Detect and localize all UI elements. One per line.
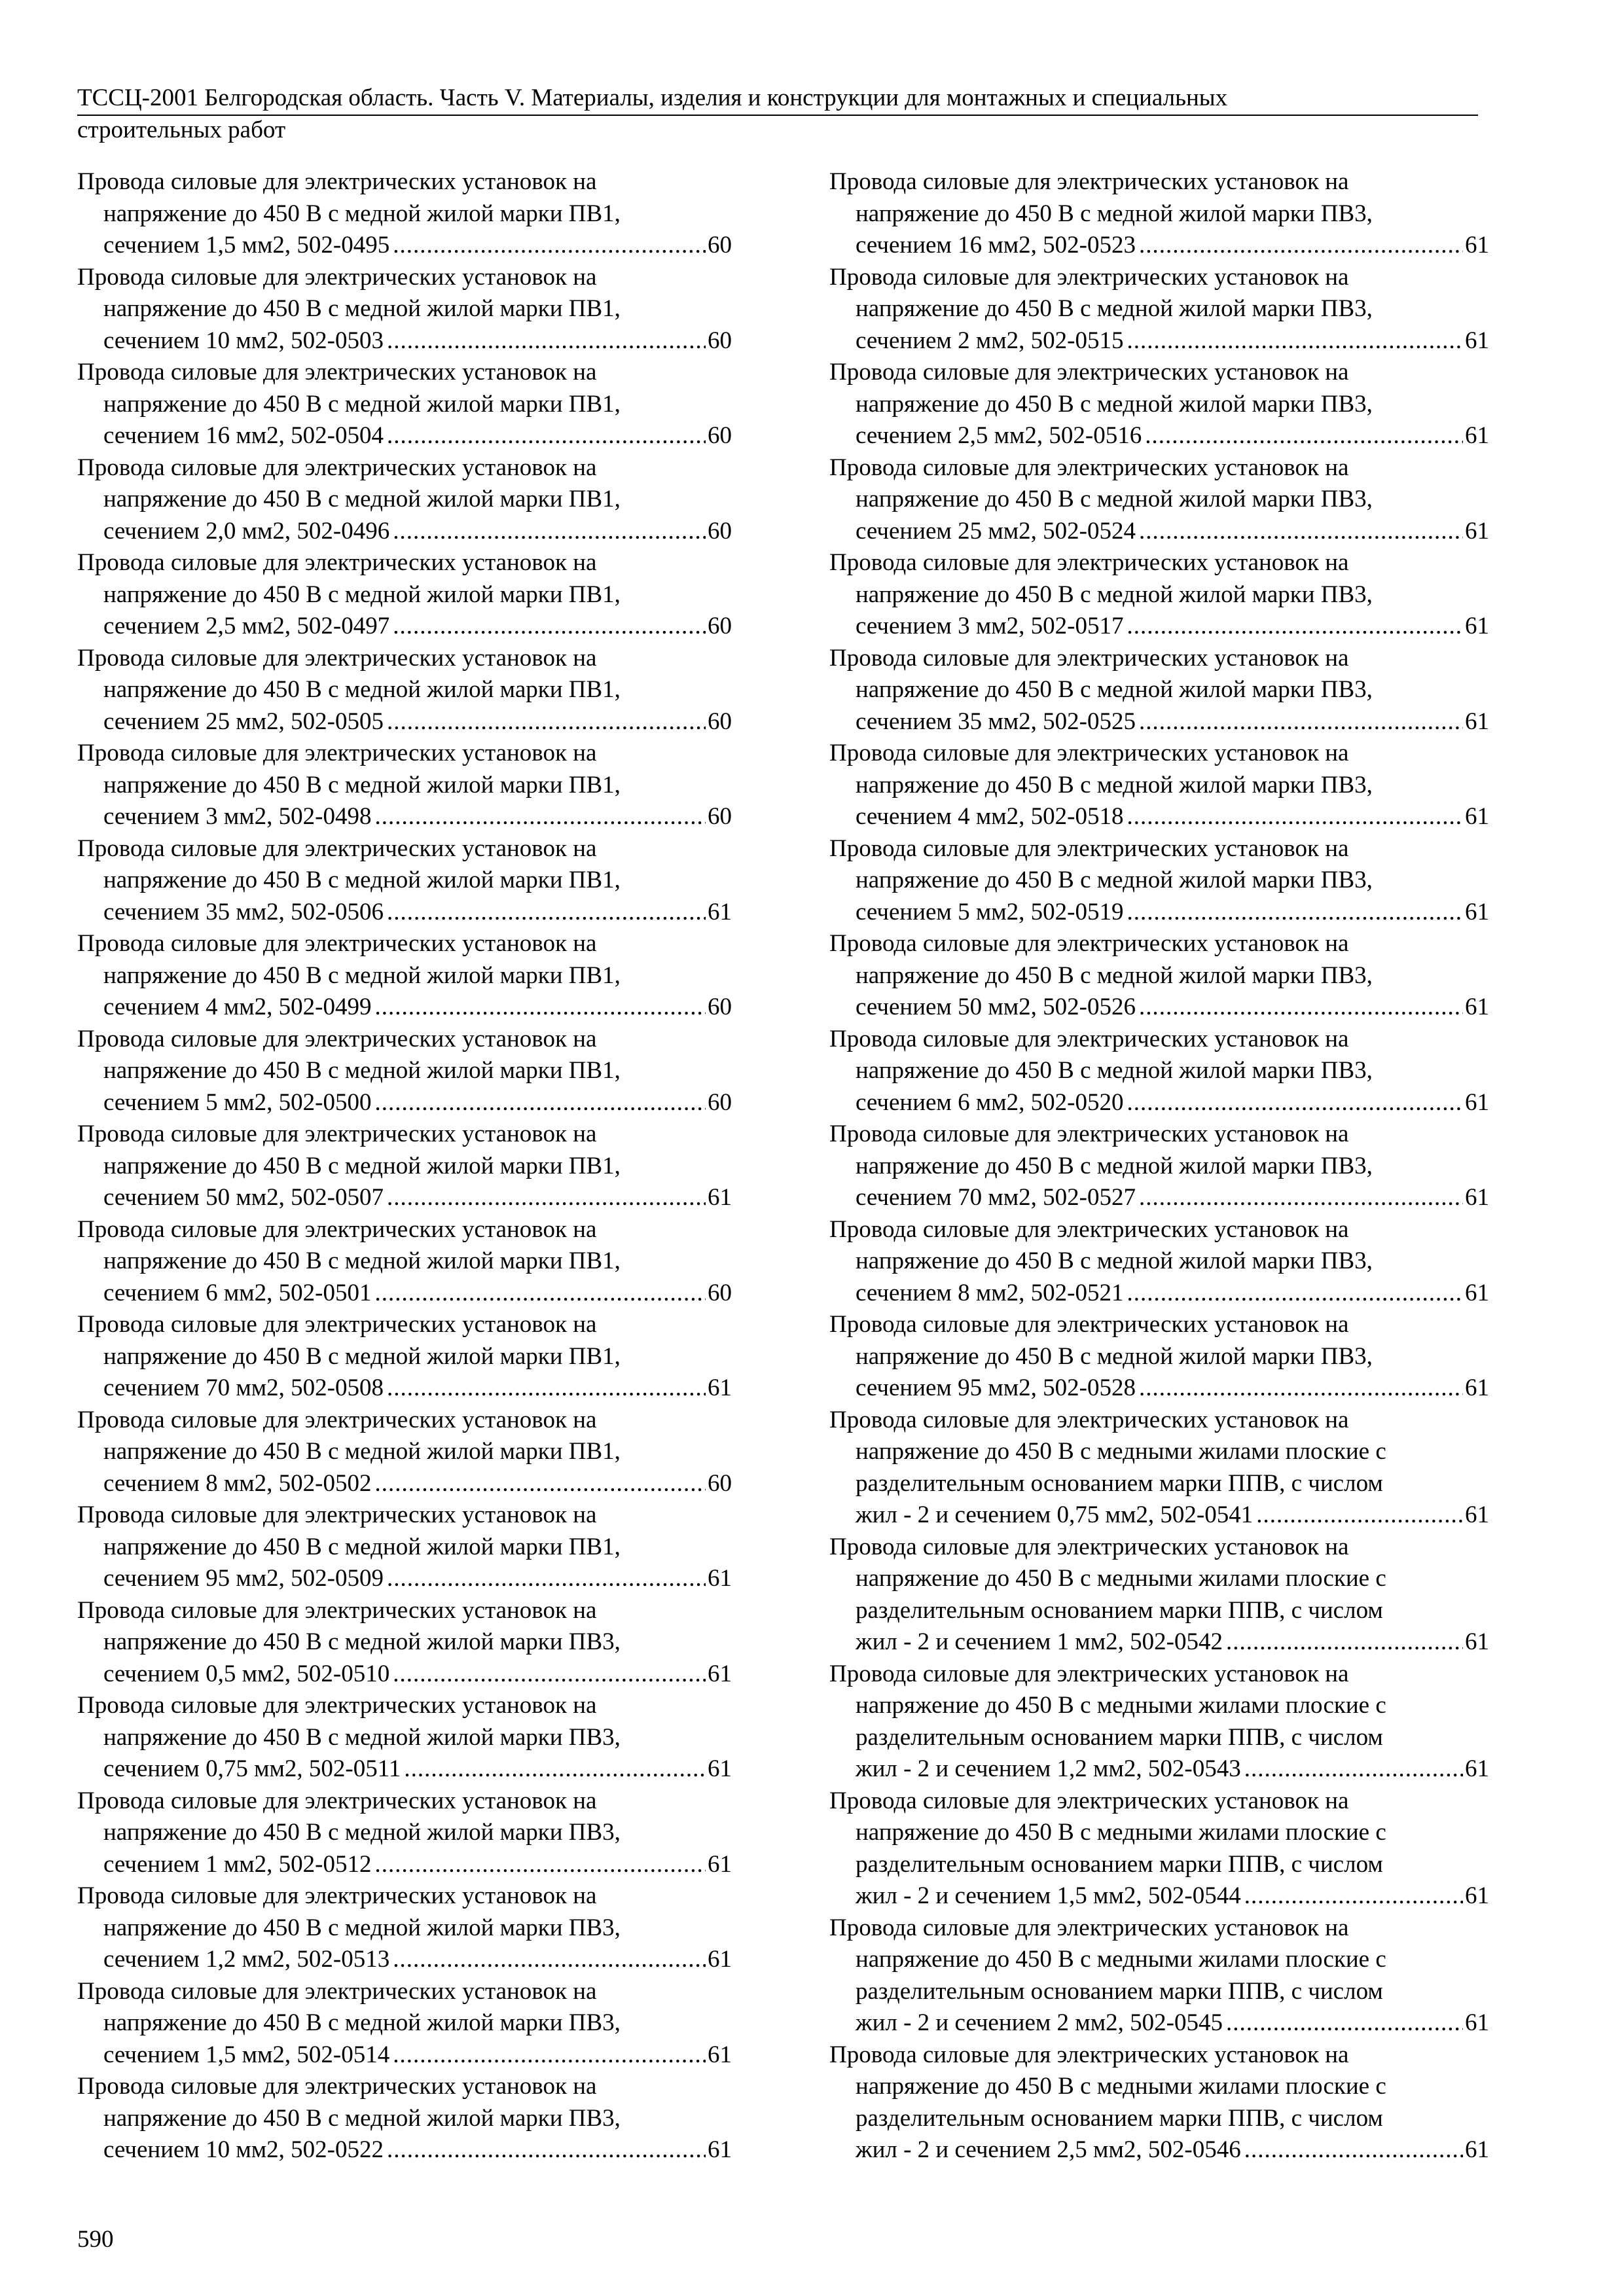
entry-page-number: 61 bbox=[708, 1850, 732, 1878]
entry-continuation-line: напряжение до 450 В с медной жилой марки ПВ3, bbox=[103, 1819, 621, 1846]
entry-continuation-line: напряжение до 450 В с медной жилой марки ПВ3, bbox=[103, 2104, 621, 2132]
dot-leader bbox=[375, 1468, 706, 1500]
entry-continuation-line: напряжение до 450 В с медной жилой марки ПВ1, bbox=[103, 1152, 621, 1179]
entry-final-line bbox=[829, 1087, 1489, 1119]
entry-page-number: 61 bbox=[1465, 422, 1489, 449]
entry-section-and-code: сечением 0,5 мм2, 502-0510 bbox=[103, 1660, 390, 1687]
dot-leader bbox=[387, 2134, 706, 2166]
entry-final-line bbox=[829, 1499, 1489, 1532]
index-entry bbox=[829, 1785, 1489, 1912]
dot-leader bbox=[404, 1753, 706, 1785]
entry-title-line: Провода силовые для электрических установок на bbox=[77, 1406, 597, 1433]
dot-leader bbox=[387, 1563, 706, 1595]
entry-continuation-line: напряжение до 450 В с медной жилой марки ПВ1, bbox=[103, 295, 621, 322]
entry-continuation-line: разделительным основанием марки ППВ, с числом bbox=[856, 1850, 1383, 1878]
index-entry bbox=[829, 452, 1489, 548]
entry-title-line: Провода силовые для электрических установок на bbox=[829, 1311, 1349, 1338]
dot-leader bbox=[1127, 611, 1464, 643]
dot-leader bbox=[1139, 516, 1463, 548]
dot-leader bbox=[393, 516, 706, 548]
entry-page-number: 60 bbox=[708, 1088, 732, 1116]
entry-section-and-code: сечением 4 мм2, 502-0518 bbox=[856, 803, 1124, 830]
header-title-line-1: ТССЦ-2001 Белгородская область. Часть V. Материалы, изделия и конструкции для монтажных и специальных bbox=[77, 84, 1478, 116]
entry-final-line bbox=[77, 1849, 732, 1881]
entry-final-line bbox=[77, 706, 732, 738]
entry-title-line: Провода силовые для электрических установок на bbox=[77, 1977, 597, 2005]
index-entry bbox=[829, 928, 1489, 1024]
entry-section-and-code: сечением 3 мм2, 502-0498 bbox=[103, 803, 372, 830]
entry-final-line bbox=[829, 230, 1489, 262]
entry-section-and-code: жил - 2 и сечением 1 мм2, 502-0542 bbox=[856, 1628, 1223, 1655]
dot-leader bbox=[1127, 801, 1464, 833]
entry-final-line bbox=[829, 1182, 1489, 1214]
entry-continuation-line: напряжение до 450 В с медной жилой марки ПВ3, bbox=[103, 1628, 621, 1655]
entry-final-line bbox=[77, 1182, 732, 1214]
entry-continuation-line: напряжение до 450 В с медными жилами плоские с bbox=[856, 1565, 1386, 1592]
entry-section-and-code: сечением 25 мм2, 502-0524 bbox=[856, 517, 1136, 545]
entry-continuation-line: напряжение до 450 В с медными жилами плоские с bbox=[856, 1819, 1386, 1846]
index-entry bbox=[77, 738, 732, 833]
page-number: 590 bbox=[77, 2226, 114, 2253]
dot-leader bbox=[1139, 992, 1463, 1024]
index-entry bbox=[77, 1690, 732, 1785]
dot-leader bbox=[1139, 1372, 1463, 1405]
entry-section-and-code: сечением 5 мм2, 502-0500 bbox=[103, 1088, 372, 1116]
index-entry bbox=[77, 452, 732, 548]
index-entry bbox=[77, 1880, 732, 1976]
entry-section-and-code: сечением 70 мм2, 502-0508 bbox=[103, 1374, 384, 1401]
entry-continuation-line: разделительным основанием марки ППВ, с числом bbox=[856, 1596, 1383, 1624]
entry-section-and-code: сечением 6 мм2, 502-0501 bbox=[103, 1279, 372, 1306]
header-title-line-2: строительных работ bbox=[77, 117, 286, 143]
entry-page-number: 61 bbox=[708, 1565, 732, 1592]
entry-final-line bbox=[77, 2134, 732, 2166]
entry-section-and-code: сечением 95 мм2, 502-0528 bbox=[856, 1374, 1136, 1401]
entry-continuation-line: напряжение до 450 В с медной жилой марки ПВ3, bbox=[856, 486, 1373, 512]
index-entry bbox=[829, 1659, 1489, 1785]
entry-title-line: Провода силовые для электрических установок на bbox=[77, 168, 597, 195]
index-entry bbox=[77, 1785, 732, 1881]
dot-leader bbox=[387, 1372, 706, 1405]
index-entry bbox=[77, 1499, 732, 1595]
entry-final-line bbox=[829, 1278, 1489, 1310]
entry-page-number: 60 bbox=[708, 517, 732, 545]
index-entry bbox=[829, 1405, 1489, 1532]
entry-page-number: 60 bbox=[708, 708, 732, 735]
entry-continuation-line: напряжение до 450 В с медной жилой марки ПВ3, bbox=[856, 200, 1373, 227]
entry-section-and-code: сечением 1,5 мм2, 502-0514 bbox=[103, 2041, 390, 2068]
entry-final-line bbox=[829, 1753, 1489, 1785]
entry-section-and-code: сечением 1,2 мм2, 502-0513 bbox=[103, 1946, 390, 1973]
entry-continuation-line: напряжение до 450 В с медной жилой марки ПВ1, bbox=[103, 1533, 621, 1560]
entry-title-line: Провода силовые для электрических установок на bbox=[77, 1215, 597, 1243]
entry-title-line: Провода силовые для электрических установок на bbox=[77, 1121, 597, 1147]
entry-title-line: Провода силовые для электрических установок на bbox=[829, 549, 1349, 576]
entry-section-and-code: сечением 16 мм2, 502-0504 bbox=[103, 422, 384, 449]
entry-continuation-line: разделительным основанием марки ППВ, с числом bbox=[856, 1469, 1383, 1497]
entry-page-number: 61 bbox=[1465, 803, 1489, 830]
entry-section-and-code: сечением 1 мм2, 502-0512 bbox=[103, 1850, 372, 1878]
entry-section-and-code: сечением 3 мм2, 502-0517 bbox=[856, 613, 1124, 639]
entry-title-line: Провода силовые для электрических установок на bbox=[77, 1596, 597, 1624]
entry-page-number: 61 bbox=[1465, 1882, 1489, 1909]
entry-section-and-code: жил - 2 и сечением 2,5 мм2, 502-0546 bbox=[856, 2136, 1241, 2163]
index-entry bbox=[77, 166, 732, 262]
entry-title-line: Провода силовые для электрических установок на bbox=[829, 1660, 1349, 1687]
entry-title-line: Провода силовые для электрических установок на bbox=[829, 834, 1349, 862]
dot-leader bbox=[1145, 420, 1463, 452]
entry-continuation-line: напряжение до 450 В с медными жилами плоские с bbox=[856, 1946, 1386, 1973]
entry-continuation-line: напряжение до 450 В с медной жилой марки ПВ1, bbox=[103, 676, 621, 703]
entry-continuation-line: напряжение до 450 В с медной жилой марки ПВ3, bbox=[856, 390, 1373, 418]
entry-title-line: Провода силовые для электрических установок на bbox=[77, 1025, 597, 1052]
entry-title-line: Провода силовые для электрических установок на bbox=[77, 1882, 597, 1909]
entry-section-and-code: жил - 2 и сечением 2 мм2, 502-0545 bbox=[856, 2009, 1223, 2036]
dot-leader bbox=[387, 1182, 706, 1214]
index-entry bbox=[77, 547, 732, 643]
entry-section-and-code: сечением 1,5 мм2, 502-0495 bbox=[103, 232, 390, 259]
entry-final-line bbox=[77, 1563, 732, 1595]
entry-final-line bbox=[77, 230, 732, 262]
entry-continuation-line: напряжение до 450 В с медной жилой марки ПВ3, bbox=[856, 581, 1373, 608]
entry-section-and-code: сечением 8 мм2, 502-0502 bbox=[103, 1469, 372, 1497]
index-entry bbox=[77, 1024, 732, 1119]
dot-leader bbox=[1244, 2134, 1463, 2166]
entry-page-number: 61 bbox=[1465, 1279, 1489, 1306]
entry-section-and-code: сечением 0,75 мм2, 502-0511 bbox=[103, 1755, 401, 1782]
entry-section-and-code: сечением 35 мм2, 502-0525 bbox=[856, 708, 1136, 735]
dot-leader bbox=[375, 1278, 706, 1310]
entry-page-number: 61 bbox=[1465, 613, 1489, 639]
entry-final-line bbox=[829, 1626, 1489, 1659]
entry-title-line: Провода силовые для электрических установок на bbox=[829, 644, 1349, 672]
dot-leader bbox=[1127, 897, 1464, 929]
entry-section-and-code: сечением 35 мм2, 502-0506 bbox=[103, 898, 384, 925]
entry-final-line bbox=[77, 516, 732, 548]
dot-leader bbox=[1139, 1182, 1463, 1214]
entry-title-line: Провода силовые для электрических установок на bbox=[77, 1692, 597, 1719]
entry-title-line: Провода силовые для электрических установок на bbox=[77, 930, 597, 957]
entry-continuation-line: напряжение до 450 В с медной жилой марки ПВ3, bbox=[103, 2009, 621, 2036]
index-column-right bbox=[829, 166, 1489, 2166]
entry-section-and-code: сечением 50 мм2, 502-0526 bbox=[856, 994, 1136, 1020]
index-entry bbox=[77, 262, 732, 357]
entry-page-number: 61 bbox=[1465, 898, 1489, 925]
entry-continuation-line: напряжение до 450 В с медной жилой марки ПВ1, bbox=[103, 1342, 621, 1370]
entry-page-number: 60 bbox=[708, 613, 732, 639]
entry-page-number: 61 bbox=[708, 1660, 732, 1687]
entry-title-line: Провода силовые для электрических установок на bbox=[77, 2073, 597, 2100]
entry-title-line: Провода силовые для электрических установок на bbox=[829, 168, 1349, 195]
index-entry bbox=[829, 643, 1489, 738]
entry-title-line: Провода силовые для электрических установок на bbox=[829, 2041, 1349, 2068]
entry-page-number: 60 bbox=[708, 994, 732, 1020]
entry-continuation-line: разделительным основанием марки ППВ, с числом bbox=[856, 1977, 1383, 2005]
entry-final-line bbox=[829, 325, 1489, 357]
entry-final-line bbox=[77, 325, 732, 357]
entry-continuation-line: напряжение до 450 В с медной жилой марки ПВ1, bbox=[103, 486, 621, 512]
dot-leader bbox=[393, 1659, 706, 1691]
dot-leader bbox=[387, 706, 706, 738]
dot-leader bbox=[1139, 706, 1463, 738]
entry-final-line bbox=[77, 1753, 732, 1785]
dot-leader bbox=[375, 1849, 706, 1881]
dot-leader bbox=[1226, 1626, 1463, 1659]
entry-title-line: Провода силовые для электрических установок на bbox=[77, 1501, 597, 1528]
entry-page-number: 60 bbox=[708, 1469, 732, 1497]
entry-continuation-line: напряжение до 450 В с медной жилой марки ПВ3, bbox=[103, 1723, 621, 1751]
dot-leader bbox=[387, 420, 706, 452]
entry-page-number: 61 bbox=[1465, 517, 1489, 545]
entry-final-line bbox=[829, 1880, 1489, 1912]
entry-final-line bbox=[77, 1278, 732, 1310]
dot-leader bbox=[393, 1944, 706, 1976]
entry-continuation-line: напряжение до 450 В с медной жилой марки ПВ3, bbox=[856, 867, 1373, 893]
index-entry bbox=[829, 547, 1489, 643]
entry-page-number: 61 bbox=[1465, 2009, 1489, 2036]
entry-continuation-line: напряжение до 450 В с медной жилой марки ПВ1, bbox=[103, 867, 621, 893]
dot-leader bbox=[375, 1087, 706, 1119]
entry-page-number: 61 bbox=[708, 1946, 732, 1973]
entry-page-number: 60 bbox=[708, 422, 732, 449]
entry-continuation-line: напряжение до 450 В с медной жилой марки ПВ3, bbox=[856, 1247, 1373, 1274]
entry-page-number: 61 bbox=[1465, 708, 1489, 735]
entry-final-line bbox=[77, 611, 732, 643]
index-entry bbox=[77, 1309, 732, 1405]
entry-continuation-line: напряжение до 450 В с медной жилой марки ПВ1, bbox=[103, 581, 621, 608]
entry-final-line bbox=[829, 2134, 1489, 2166]
dot-leader bbox=[1256, 1499, 1463, 1532]
entry-section-and-code: сечением 5 мм2, 502-0519 bbox=[856, 898, 1124, 925]
entry-section-and-code: сечением 8 мм2, 502-0521 bbox=[856, 1279, 1124, 1306]
entry-section-and-code: сечением 2 мм2, 502-0515 bbox=[856, 327, 1124, 354]
entry-section-and-code: сечением 50 мм2, 502-0507 bbox=[103, 1184, 384, 1211]
entry-page-number: 61 bbox=[1465, 994, 1489, 1020]
entry-section-and-code: сечением 2,0 мм2, 502-0496 bbox=[103, 517, 390, 545]
entry-final-line bbox=[77, 801, 732, 833]
entry-title-line: Провода силовые для электрических установок на bbox=[829, 359, 1349, 386]
entry-title-line: Провода силовые для электрических установок на bbox=[829, 1406, 1349, 1433]
entry-final-line bbox=[829, 420, 1489, 452]
entry-title-line: Провода силовые для электрических установок на bbox=[829, 1025, 1349, 1052]
index-entry bbox=[77, 1119, 732, 1214]
index-entry bbox=[77, 1595, 732, 1691]
entry-page-number: 61 bbox=[1465, 1501, 1489, 1528]
entry-section-and-code: сечением 16 мм2, 502-0523 bbox=[856, 232, 1136, 259]
entry-final-line bbox=[77, 1087, 732, 1119]
entry-page-number: 61 bbox=[1465, 327, 1489, 354]
index-entry bbox=[829, 1309, 1489, 1405]
entry-title-line: Провода силовые для электрических установок на bbox=[77, 359, 597, 386]
dot-leader bbox=[1127, 1087, 1464, 1119]
entry-continuation-line: разделительным основанием марки ППВ, с числом bbox=[856, 1723, 1383, 1751]
entry-title-line: Провода силовые для электрических установок на bbox=[829, 1121, 1349, 1147]
entry-title-line: Провода силовые для электрических установок на bbox=[77, 740, 597, 766]
entry-continuation-line: напряжение до 450 В с медной жилой марки ПВ1, bbox=[103, 1057, 621, 1084]
entry-section-and-code: сечением 10 мм2, 502-0503 bbox=[103, 327, 384, 354]
entry-continuation-line: напряжение до 450 В с медной жилой марки ПВ1, bbox=[103, 1438, 621, 1465]
entry-title-line: Провода силовые для электрических установок на bbox=[77, 263, 597, 291]
entry-final-line bbox=[77, 420, 732, 452]
entry-section-and-code: сечением 2,5 мм2, 502-0497 bbox=[103, 613, 390, 639]
dot-leader bbox=[1127, 325, 1464, 357]
dot-leader bbox=[1127, 1278, 1464, 1310]
entry-page-number: 61 bbox=[1465, 1184, 1489, 1211]
dot-leader bbox=[375, 801, 706, 833]
index-entry bbox=[77, 833, 732, 929]
entry-final-line bbox=[77, 1468, 732, 1500]
entry-final-line bbox=[829, 897, 1489, 929]
entry-final-line bbox=[829, 992, 1489, 1024]
dot-leader bbox=[387, 897, 706, 929]
entry-title-line: Провода силовые для электрических установок на bbox=[77, 1311, 597, 1338]
entry-page-number: 60 bbox=[708, 803, 732, 830]
entry-section-and-code: сечением 10 мм2, 502-0522 bbox=[103, 2136, 384, 2163]
entry-section-and-code: жил - 2 и сечением 0,75 мм2, 502-0541 bbox=[856, 1501, 1254, 1528]
entry-final-line bbox=[829, 1372, 1489, 1405]
entry-final-line bbox=[829, 801, 1489, 833]
entry-section-and-code: сечением 70 мм2, 502-0527 bbox=[856, 1184, 1136, 1211]
entry-final-line bbox=[77, 897, 732, 929]
entry-continuation-line: напряжение до 450 В с медной жилой марки ПВ1, bbox=[103, 961, 621, 989]
entry-continuation-line: напряжение до 450 В с медными жилами плоские с bbox=[856, 2073, 1386, 2100]
index-entry bbox=[77, 357, 732, 452]
index-entry bbox=[829, 738, 1489, 833]
dot-leader bbox=[375, 992, 706, 1024]
entry-page-number: 61 bbox=[708, 2136, 732, 2163]
entry-page-number: 61 bbox=[708, 1755, 732, 1782]
entry-continuation-line: разделительным основанием марки ППВ, с числом bbox=[856, 2104, 1383, 2132]
entry-continuation-line: напряжение до 450 В с медной жилой марки ПВ1, bbox=[103, 390, 621, 418]
entry-title-line: Провода силовые для электрических установок на bbox=[829, 1787, 1349, 1814]
dot-leader bbox=[393, 2039, 706, 2072]
entry-final-line bbox=[829, 516, 1489, 548]
dot-leader bbox=[393, 611, 706, 643]
entry-page-number: 61 bbox=[1465, 232, 1489, 259]
entry-title-line: Провода силовые для электрических установок на bbox=[829, 263, 1349, 291]
entry-page-number: 61 bbox=[708, 2041, 732, 2068]
index-entry bbox=[829, 262, 1489, 357]
entry-continuation-line: напряжение до 450 В с медными жилами плоские с bbox=[856, 1438, 1386, 1465]
index-column-left bbox=[77, 166, 732, 2166]
index-entry bbox=[77, 1405, 732, 1500]
entry-page-number: 61 bbox=[1465, 1088, 1489, 1116]
entry-title-line: Провода силовые для электрических установок на bbox=[829, 930, 1349, 957]
entry-final-line bbox=[77, 1372, 732, 1405]
entry-continuation-line: напряжение до 450 В с медной жилой марки ПВ3, bbox=[856, 676, 1373, 703]
index-entry bbox=[77, 2071, 732, 2166]
entry-title-line: Провода силовые для электрических установок на bbox=[77, 1787, 597, 1814]
index-entry bbox=[829, 1024, 1489, 1119]
entry-title-line: Провода силовые для электрических установок на bbox=[829, 1533, 1349, 1560]
entry-title-line: Провода силовые для электрических установок на bbox=[77, 454, 597, 481]
entry-title-line: Провода силовые для электрических установок на bbox=[77, 644, 597, 672]
entry-continuation-line: напряжение до 450 В с медной жилой марки ПВ3, bbox=[856, 295, 1373, 322]
entry-section-and-code: сечением 4 мм2, 502-0499 bbox=[103, 994, 372, 1020]
entry-final-line bbox=[829, 611, 1489, 643]
index-entry bbox=[77, 1214, 732, 1310]
index-entry bbox=[77, 643, 732, 738]
entry-final-line bbox=[829, 706, 1489, 738]
entry-section-and-code: сечением 2,5 мм2, 502-0516 bbox=[856, 422, 1142, 449]
entry-final-line bbox=[77, 1944, 732, 1976]
entry-final-line bbox=[77, 992, 732, 1024]
entry-title-line: Провода силовые для электрических установок на bbox=[829, 740, 1349, 766]
index-entry bbox=[829, 1214, 1489, 1310]
entry-title-line: Провода силовые для электрических установок на bbox=[829, 1914, 1349, 1941]
entry-continuation-line: напряжение до 450 В с медной жилой марки ПВ3, bbox=[856, 1342, 1373, 1370]
entry-continuation-line: напряжение до 450 В с медной жилой марки ПВ1, bbox=[103, 1247, 621, 1274]
entry-section-and-code: сечением 6 мм2, 502-0520 bbox=[856, 1088, 1124, 1116]
entry-page-number: 60 bbox=[708, 232, 732, 259]
entry-continuation-line: напряжение до 450 В с медной жилой марки ПВ1, bbox=[103, 200, 621, 227]
index-entry bbox=[829, 2039, 1489, 2166]
entry-continuation-line: напряжение до 450 В с медной жилой марки ПВ3, bbox=[856, 1057, 1373, 1084]
entry-title-line: Провода силовые для электрических установок на bbox=[77, 549, 597, 576]
dot-leader bbox=[393, 230, 706, 262]
entry-continuation-line: напряжение до 450 В с медной жилой марки ПВ3, bbox=[856, 771, 1373, 798]
entry-page-number: 61 bbox=[1465, 1755, 1489, 1782]
entry-page-number: 60 bbox=[708, 327, 732, 354]
index-entry bbox=[829, 1119, 1489, 1214]
entry-final-line bbox=[829, 2007, 1489, 2039]
entry-page-number: 61 bbox=[1465, 1374, 1489, 1401]
entry-page-number: 61 bbox=[708, 1184, 732, 1211]
entry-continuation-line: напряжение до 450 В с медной жилой марки ПВ3, bbox=[103, 1914, 621, 1941]
dot-leader bbox=[1139, 230, 1463, 262]
index-entry bbox=[77, 928, 732, 1024]
index-entry bbox=[77, 1976, 732, 2072]
entry-section-and-code: жил - 2 и сечением 1,5 мм2, 502-0544 bbox=[856, 1882, 1241, 1909]
dot-leader bbox=[1244, 1880, 1463, 1912]
dot-leader bbox=[1226, 2007, 1463, 2039]
entry-continuation-line: напряжение до 450 В с медной жилой марки ПВ1, bbox=[103, 771, 621, 798]
index-entry bbox=[829, 1532, 1489, 1659]
index-entry bbox=[829, 833, 1489, 929]
entry-title-line: Провода силовые для электрических установок на bbox=[77, 834, 597, 862]
index-entry bbox=[829, 357, 1489, 452]
entry-title-line: Провода силовые для электрических установок на bbox=[829, 454, 1349, 481]
entry-section-and-code: жил - 2 и сечением 1,2 мм2, 502-0543 bbox=[856, 1755, 1241, 1782]
entry-section-and-code: сечением 95 мм2, 502-0509 bbox=[103, 1565, 384, 1592]
entry-page-number: 61 bbox=[708, 898, 732, 925]
entry-page-number: 61 bbox=[1465, 1628, 1489, 1655]
entry-title-line: Провода силовые для электрических установок на bbox=[829, 1215, 1349, 1243]
entry-page-number: 60 bbox=[708, 1279, 732, 1306]
entry-continuation-line: напряжение до 450 В с медной жилой марки ПВ3, bbox=[856, 1152, 1373, 1179]
entry-page-number: 61 bbox=[708, 1374, 732, 1401]
dot-leader bbox=[387, 325, 706, 357]
entry-section-and-code: сечением 25 мм2, 502-0505 bbox=[103, 708, 384, 735]
index-entry bbox=[829, 1912, 1489, 2039]
running-header bbox=[77, 84, 1478, 145]
entry-final-line bbox=[77, 1659, 732, 1691]
dot-leader bbox=[1244, 1753, 1463, 1785]
index-entry bbox=[829, 166, 1489, 262]
entry-page-number: 61 bbox=[1465, 2136, 1489, 2163]
entry-continuation-line: напряжение до 450 В с медной жилой марки ПВ3, bbox=[856, 961, 1373, 989]
entry-continuation-line: напряжение до 450 В с медными жилами плоские с bbox=[856, 1692, 1386, 1719]
entry-final-line bbox=[77, 2039, 732, 2072]
